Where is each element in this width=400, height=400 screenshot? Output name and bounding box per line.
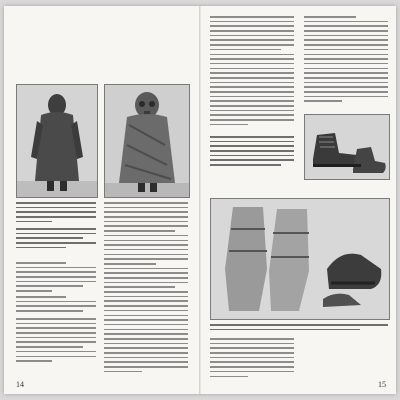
right-caption-2 [210,324,388,333]
photo-ankle-boots [304,114,390,180]
left-caption-2 [16,228,96,251]
overcoat-soldier-image [17,85,97,197]
left-column-text-1 [16,262,96,295]
right-caption-1 [210,136,294,169]
left-column-text-3 [16,318,96,365]
photo-gasmask-soldier [104,84,190,198]
photo-gaiters [210,198,390,320]
book-spread [4,6,396,394]
photo-overcoat-soldier [16,84,98,198]
gasmask-soldier-image [105,85,189,197]
page-number-right: 15 [378,380,386,389]
left-page-column-2 [104,202,188,375]
gaiters-image [211,199,389,319]
ankle-boots-image [305,115,389,179]
left-column-text-2 [16,296,96,315]
left-caption-1 [16,202,96,225]
page-number-left: 14 [16,380,24,389]
right-column-2-text [304,16,388,105]
right-bottom-text [210,338,294,380]
right-column-1-text [210,16,294,129]
page-gutter [199,6,201,394]
